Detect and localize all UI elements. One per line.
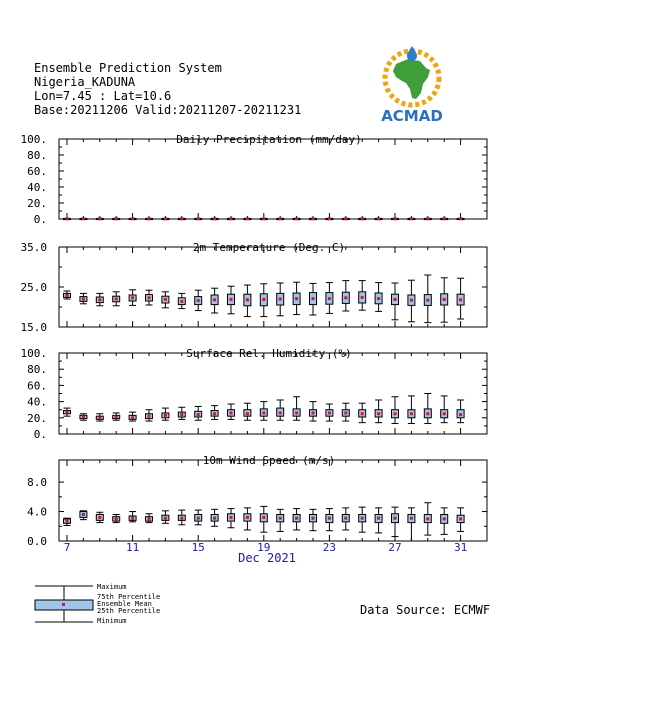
mean-marker [66, 411, 69, 414]
mean-marker [148, 217, 151, 220]
y-tick-label: 4.0 [27, 505, 47, 519]
mean-marker [213, 517, 216, 520]
mean-marker [328, 411, 331, 414]
mean-marker [377, 297, 380, 300]
mean-marker [131, 217, 134, 220]
panel-title-2m-temperature-deg-c: 2m Temperature (Deg. C) [192, 241, 346, 254]
mean-marker [262, 298, 265, 301]
mean-marker [295, 297, 298, 300]
x-tick-label: 7 [63, 541, 71, 554]
mean-marker [148, 517, 151, 520]
x-tick-label: 19 [257, 541, 271, 554]
mean-marker [213, 298, 216, 301]
mean-marker [443, 298, 446, 301]
mean-marker [180, 300, 183, 303]
mean-marker [312, 411, 315, 414]
mean-marker [426, 517, 429, 520]
x-tick-label: 11 [125, 541, 140, 554]
y-tick-label: 40. [27, 395, 47, 409]
mean-marker [279, 517, 282, 520]
x-tick-label: 23 [322, 541, 337, 554]
mean-marker [443, 517, 446, 520]
panel-title-daily-precipitation-mm-day: Daily Precipitation (mm/day) [176, 133, 362, 146]
mean-marker [410, 299, 413, 302]
mean-marker [82, 298, 85, 301]
header-system-name: Ensemble Prediction System [34, 61, 222, 75]
mean-marker [115, 217, 118, 220]
mean-marker [377, 517, 380, 520]
mean-marker [230, 516, 233, 519]
chart-panel-2 [21, 241, 488, 334]
mean-marker [459, 217, 462, 220]
y-tick-label: 35.0 [20, 241, 47, 254]
mean-marker [328, 297, 331, 300]
mean-marker [131, 296, 134, 299]
mean-marker [443, 412, 446, 415]
y-tick-label: 0.0 [27, 535, 47, 548]
mean-marker [131, 517, 134, 520]
mean-marker [164, 217, 167, 220]
mean-marker [197, 299, 200, 302]
mean-marker [66, 520, 69, 523]
mean-marker [410, 517, 413, 520]
mean-marker [164, 517, 167, 520]
mean-marker [230, 217, 233, 220]
x-tick-label: 31 [453, 541, 468, 554]
mean-marker [115, 298, 118, 301]
legend-25th: 25th Percentile [97, 607, 161, 615]
mean-marker [246, 217, 249, 220]
x-axis-month-label: Dec 2021 [238, 551, 296, 565]
mean-marker [82, 415, 85, 418]
mean-marker [279, 411, 282, 414]
mean-marker [426, 412, 429, 415]
header-location: Nigeria_KADUNA [34, 75, 136, 89]
mean-marker [66, 217, 69, 220]
mean-marker [180, 413, 183, 416]
mean-marker [82, 217, 85, 220]
y-tick-label: 20. [27, 197, 47, 210]
y-tick-label: 100. [20, 133, 47, 146]
mean-marker [410, 217, 413, 220]
mean-marker [164, 414, 167, 417]
mean-marker [361, 517, 364, 520]
mean-marker [344, 517, 347, 520]
chart-panels [21, 133, 488, 548]
y-tick-label: 100. [20, 347, 47, 360]
y-tick-label: 15.0 [20, 321, 47, 334]
mean-marker [148, 296, 151, 299]
chart-panel-3 [21, 347, 488, 441]
mean-marker [115, 415, 118, 418]
mean-marker [312, 217, 315, 220]
y-tick-label: 0. [33, 428, 47, 441]
mean-marker [98, 516, 101, 519]
mean-marker [459, 413, 462, 416]
mean-marker [230, 411, 233, 414]
mean-marker [443, 217, 446, 220]
mean-marker [295, 411, 298, 414]
mean-marker [459, 298, 462, 301]
legend-maximum: Maximum [97, 583, 127, 591]
chart-panel-4 [27, 454, 487, 548]
mean-marker [66, 294, 69, 297]
mean-marker [312, 517, 315, 520]
mean-marker [131, 416, 134, 419]
mean-marker [230, 298, 233, 301]
mean-marker [262, 411, 265, 414]
mean-marker [394, 298, 397, 301]
mean-marker [377, 217, 380, 220]
header-coordinates: Lon=7.45 : Lat=10.6 [34, 89, 172, 103]
mean-marker [344, 411, 347, 414]
mean-marker [213, 412, 216, 415]
mean-marker [410, 412, 413, 415]
mean-marker [328, 517, 331, 520]
y-tick-label: 80. [27, 149, 47, 162]
mean-marker [262, 516, 265, 519]
mean-marker [180, 217, 183, 220]
legend-minimum: Minimum [97, 617, 127, 625]
panel-frame [59, 139, 487, 219]
mean-marker [82, 513, 85, 516]
mean-marker [459, 517, 462, 520]
mean-marker [394, 412, 397, 415]
panel-title-surface-rel-humidity: Surface Rel. Humidity (%) [186, 347, 352, 360]
y-tick-label: 60. [27, 379, 47, 393]
mean-marker [115, 517, 118, 520]
x-tick-label: 15 [191, 541, 205, 554]
mean-marker [246, 516, 249, 519]
data-source: Data Source: ECMWF [360, 603, 491, 617]
mean-marker [295, 217, 298, 220]
mean-marker [148, 415, 151, 418]
mean-marker [246, 412, 249, 415]
y-tick-label: 25.0 [20, 281, 47, 294]
mean-marker [312, 297, 315, 300]
mean-marker [361, 217, 364, 220]
mean-marker [377, 412, 380, 415]
x-tick-label: 27 [388, 541, 402, 554]
mean-marker [344, 217, 347, 220]
y-tick-label: 20. [27, 411, 47, 425]
mean-marker [361, 412, 364, 415]
mean-marker [180, 517, 183, 520]
mean-marker [279, 217, 282, 220]
y-tick-label: 8.0 [27, 476, 47, 490]
panel-frame [59, 353, 487, 434]
mean-marker [426, 299, 429, 302]
mean-marker [98, 298, 101, 301]
y-tick-label: 0. [33, 213, 47, 226]
legend-mean: Ensemble Mean [97, 600, 152, 608]
mean-marker [394, 217, 397, 220]
panel-frame [59, 247, 487, 327]
mean-marker [394, 517, 397, 520]
legend [35, 583, 160, 625]
y-tick-label: 60. [27, 165, 47, 178]
y-tick-label: 40. [27, 181, 47, 194]
mean-marker [361, 296, 364, 299]
mean-marker [197, 517, 200, 520]
mean-marker [279, 298, 282, 301]
mean-marker [426, 217, 429, 220]
mean-marker [295, 517, 298, 520]
legend-mean-marker [62, 603, 65, 606]
mean-marker [262, 217, 265, 220]
legend-75th: 75th Percentile [97, 593, 161, 601]
mean-marker [164, 298, 167, 301]
mean-marker [98, 416, 101, 419]
mean-marker [197, 413, 200, 416]
mean-marker [328, 217, 331, 220]
mean-marker [197, 217, 200, 220]
y-tick-label: 80. [27, 363, 47, 377]
panel-frame [59, 460, 487, 541]
logo-text: ACMAD [381, 107, 443, 125]
panel-title-10m-wind-speed-m-s: 10m Wind Speed (m/s) [202, 454, 336, 467]
header-base-valid-dates: Base:20211206 Valid:20211207-20211231 [34, 103, 302, 117]
mean-marker [246, 298, 249, 301]
mean-marker [213, 217, 216, 220]
mean-marker [344, 296, 347, 299]
mean-marker [98, 217, 101, 220]
chart-panel-1 [21, 133, 488, 226]
